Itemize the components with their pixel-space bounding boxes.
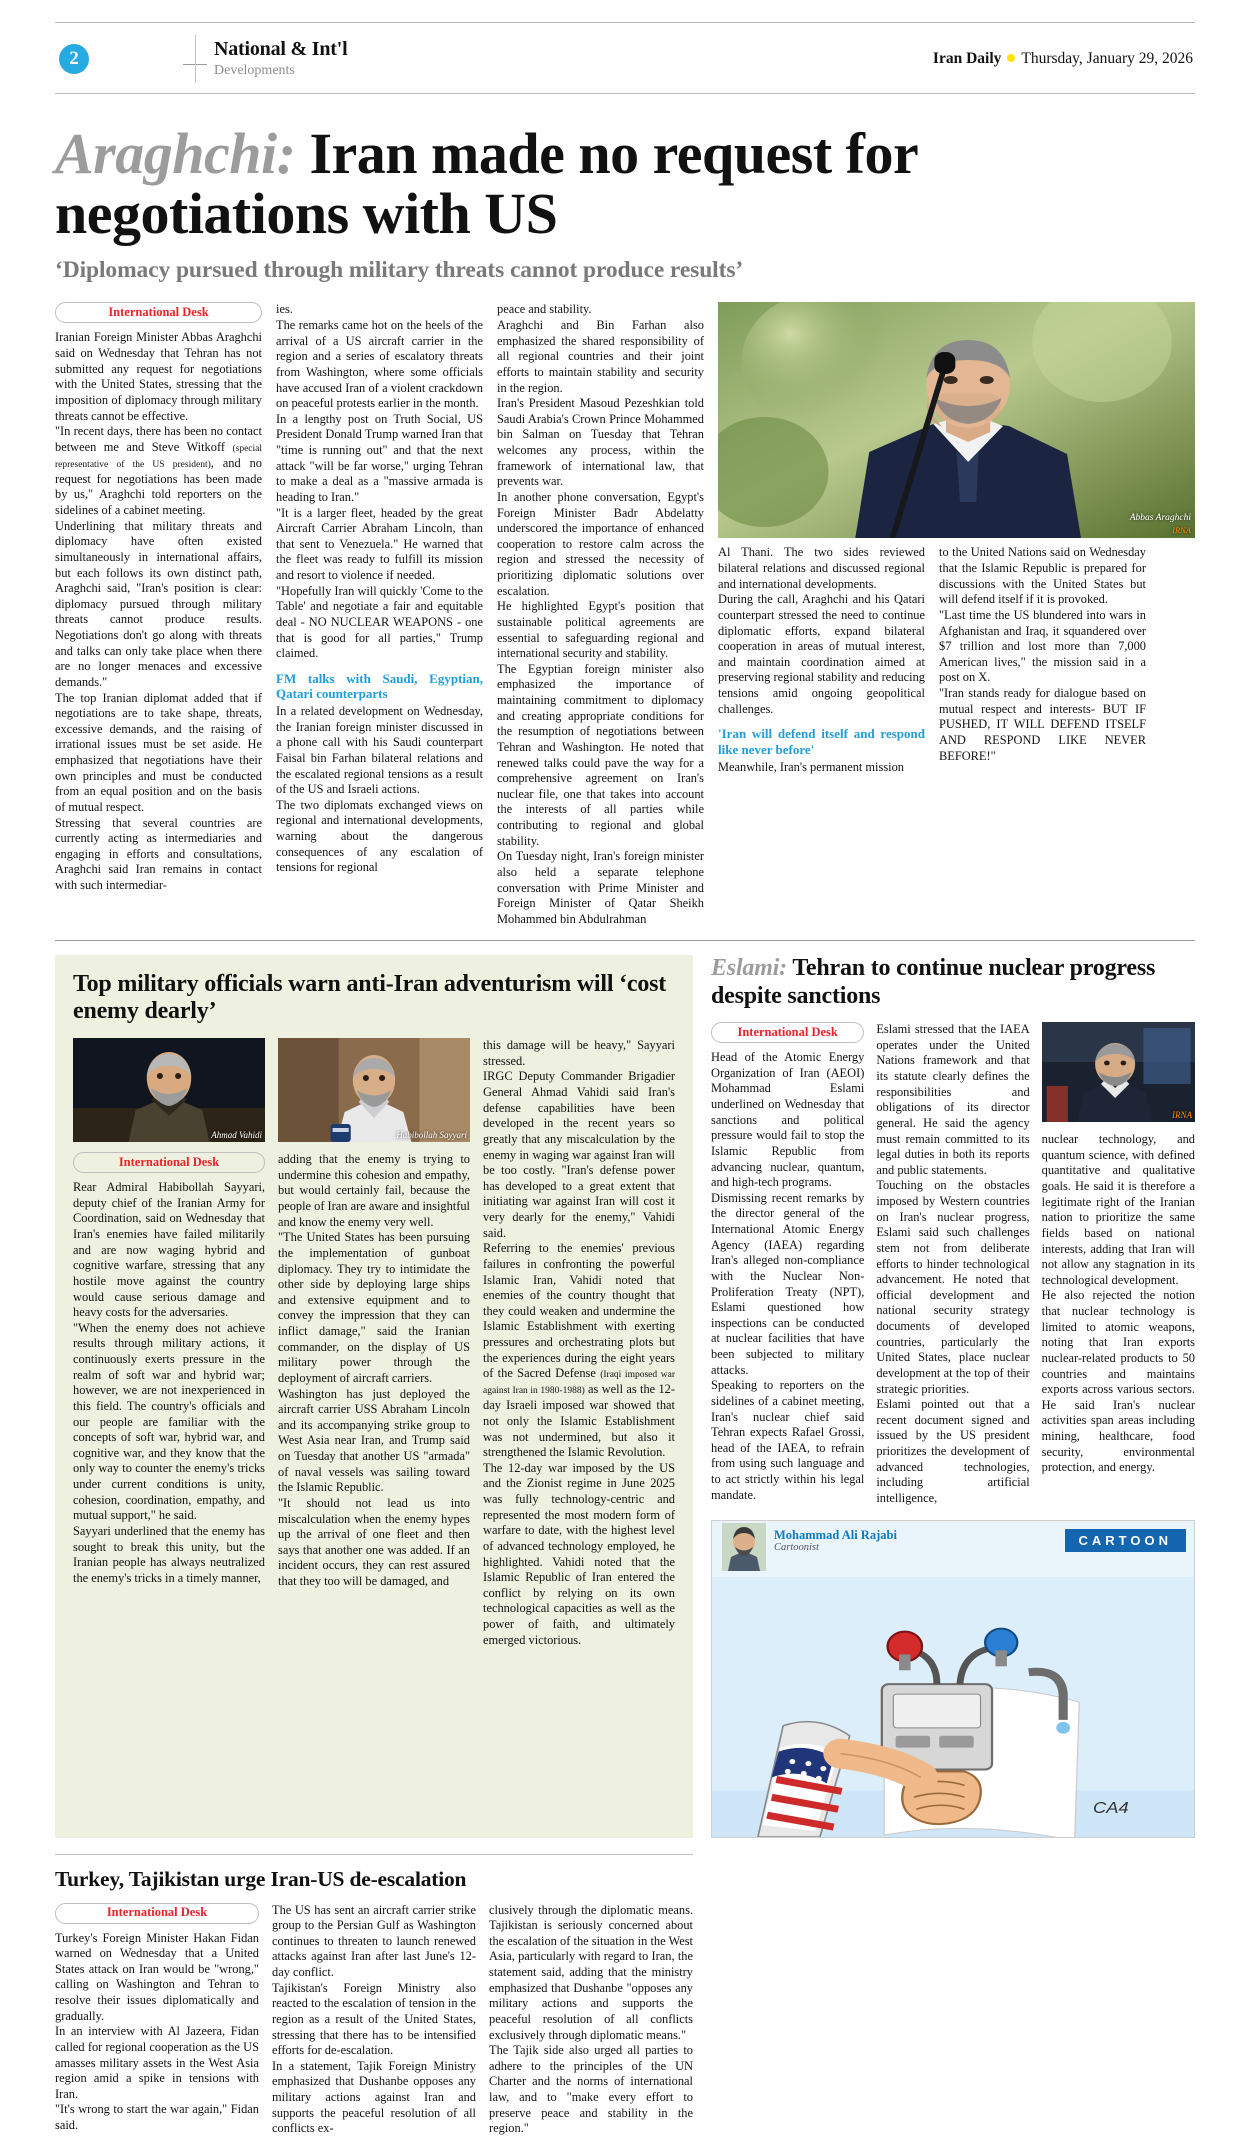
eslami-column-3-wrap [1042,1022,1195,1506]
paragraph: Speaking to reporters on the sidelines of a cabinet meeting, Iran's nuclear chief said Tehran expects Rafael Grossi, head of the IAEA, to refrain from using such language and to act strictly within his legal mandate. [711,1378,865,1502]
paragraph: Head of the Atomic Energy Organization of Iran (AEOI) Mohammad Eslami underlined on Wednesday that sanctions and political pressure would fail to stop the Islamic Republic from advancing nuclear, quantum, and high-tech programs. [711,1050,865,1190]
desk-badge: International Desk [55,302,262,323]
section-subtitle: Developments [214,62,295,78]
eslami-photo-source: IRNA [1171,1110,1192,1121]
paragraph: Sayyari underlined that the enemy has sought to break this unity, but the Iranian people has always neutralized the enemy's tricks in a timely manner, [73,1523,265,1585]
masthead-dateline [933,50,1195,68]
cartoonist-info [774,1528,897,1553]
turkey-columns [55,1903,693,2137]
lead-column-4 [718,545,925,775]
lead-column-1 [55,302,262,927]
lead-subheadline: ‘Diplomacy pursued through military threats cannot produce results’ [55,257,744,284]
eslami-headline-text: Tehran to continue nuclear progress despite sanctions [711,955,1156,1009]
paragraph: "It is a larger fleet, headed by the great Aircraft Carrier Abraham Lincoln, than that sent to Venezuela." He warned that the fleet was ready to fulfill its mission and resort to violence if needed. [276,505,483,583]
turkey-headline: Turkey, Tajikistan urge Iran-US de-escalation [55,1866,467,1891]
military-photo-2-caption: Habibollah Sayyari [396,1130,467,1141]
eslami-kicker: Eslami: [711,955,787,982]
turkey-column-2 [272,1903,476,2137]
cartoon-panel [711,1520,1195,1838]
paragraph: Referring to the enemies' previous failures in confronting the powerful Islamic Iran, Vahidi noted that enemies of the country thought that they could weaken and undermine the Islamic Establishment with exerting pressures and orchestrating plots but the experiences during the eight years of the Sacred Defense (Iraqi imposed war against Iran in 1980-1988) as well as the 12-day Israeli imposed war showed that not only the Islamic Establishment was not undermined, but also it strengthened the Islamic Revolution. [483,1241,676,1460]
paragraph: Touching on the obstacles imposed by Western countries on Iran's nuclear progress, Eslami said such challenges stem not from deliberate efforts to hinder technological advancement. He noted that official development and national security strategy documents of developed countries, particularly the United States, place nuclear development at the top of their strategic priorities. [876,1178,1030,1396]
lead-kicker: Araghchi: [55,121,296,186]
photo-vahidi [73,1038,265,1142]
eslami-column-3 [1042,1132,1195,1476]
lead-photo-caption [1130,513,1191,536]
paragraph: In another phone conversation, Egypt's Foreign Minister Badr Abdelatty underscored the importance of enhanced cooperation to restore calm across the region and stressed the necessity of prioritizing diplomatic solutions over escalation. [497,489,704,598]
brand-name: Iran Daily [932,50,1002,67]
lead-headline-text: Iran made no request for negotiations with US [55,121,918,246]
military-columns [73,1038,675,1648]
turkey-column-3 [489,1903,693,2137]
parenthetical-note: (special representative of the US president) [55,443,262,470]
avatar-image [722,1523,766,1571]
eslami-columns [711,1022,1195,1506]
paragraph: nuclear technology, and quantum science, with defined quantitative and qualitative goals. He said it is therefore a legitimate right of the Iranian nation to prioritize the same fields based on national interests, adding that Iran will not allow any stagnation in its technological development. [1041,1132,1195,1287]
lead-column-2 [276,302,483,927]
paragraph: The top Iranian diplomat added that if negotiations are to take shape, threats, excessive demands, and the raising of irrational issues must be set aside. He emphasized that negotiations have their own principles and must be conducted from an equal position and on the basis of mutual respect. [55,690,262,814]
paragraph: Underlining that military threats and diplomacy have often existed simultaneously in international affairs, but each follows its own distinct path, Araghchi said, "Iran's position is clear: diplomacy pursued through military threats cannot produce results. Negotiations don't go along with threats and talks can only take place when there are no longer menaces and excessive demands." [55,518,262,689]
paragraph: In a lengthy post on Truth Social, US President Donald Trump warned Iran that "time is running out" and that the next attack "will be far worse," urging Tehran to make a deal as a "massive armada is heading to Iran." [276,411,483,504]
cartoonist-role: Cartoonist [774,1541,819,1553]
cartoon-header [712,1521,1194,1559]
paragraph: Iran's President Masoud Pezeshkian told Saudi Arabia's Crown Prince Mohammed bin Salman on Tuesday that Tehran welcomes any process, within the framework of international law, that prevents war. [497,396,704,489]
section-divider-1 [55,940,1195,941]
photo-eslami [1042,1022,1195,1122]
military-photo-1 [73,1038,265,1142]
lead-column-3 [497,302,704,927]
paragraph: Eslami pointed out that a recent document signed and issued by the US president prioritizes the development of advanced technologies, including artificial intelligence, [876,1397,1030,1505]
paragraph: peace and stability. [497,302,592,317]
paragraph: Al Thani. The two sides reviewed bilateral relations and discussed regional and international developments. [718,545,925,591]
turkey-column-1 [55,1903,259,2137]
military-photo-1-wrap [73,1038,265,1648]
paragraph: He also rejected the notion that nuclear technology is limited to atomic weapons, noting that Iran exports nuclear-related products to 50 countries and maintains exports across various sectors. He said Iran's nuclear activities span areas including mining, healthcare, food security, environmental protection, and energy. [1041,1288,1195,1475]
paragraph: The Egyptian foreign minister also emphasized the importance of maintaining commitment to diplomacy and creating appropriate conditions for the resumption of negotiations between Tehran and Washington. He noted that renewed talks could pave the way for a comprehensive agreement on Iran's nuclear file, one that takes into account the interests of all parties while contributing to regional and global stability. [497,661,704,848]
masthead [55,22,1195,94]
cartoon-signature: CA4 [1093,1797,1129,1817]
paragraph: In a related development on Wednesday, the Iranian foreign minister discussed in a phone call with his Saudi counterpart Faisal bin Farhan bilateral relations and the escalated regional tensions as a result of the US and Israeli actions. [276,704,483,797]
paragraph: The Tajik side also urged all parties to adhere to the principles of the UN Charter and the norms of international law, and to "make every effort to preserve peace and stability in the region." [489,2043,693,2136]
lead-subhead-fm-talks: FM talks with Saudi, Egyptian, Qatari counterparts [276,670,483,702]
paragraph: adding that the enemy is trying to undermine this cohesion and empathy, but would certainly fail, because the people of Iran are aware and insightful and know the enemy very well. [278,1152,470,1229]
paragraph: In an interview with Al Jazeera, Fidan called for regional cooperation as the US amasses military assets in the West Asia region amid a spike in tensions with Iran. [55,2024,259,2101]
eslami-photo [1042,1022,1195,1122]
mid-section [55,955,1195,1837]
paragraph: The US has sent an aircraft carrier strike group to the Persian Gulf as Washington continues to threaten to launch renewed attacks against Iran after last June's 12-day conflict. [272,1902,476,1980]
military-photo-2-wrap [278,1038,470,1648]
military-photo-2 [278,1038,470,1142]
paragraph: "In recent days, there has been no contact between me and Steve Witkoff (special representative of the US president), and no request for negotiations has been made by us," Araghchi told reporters on the sidelines of a cabinet meeting. [55,424,262,518]
paragraph: "It's wrong to start the war again," Fidan said. [55,2102,259,2133]
military-column-3 [483,1038,675,1648]
paragraph: He highlighted Egypt's position that sustainable political agreements are essential to safeguarding regional and international security and stability. [497,599,704,661]
paragraph: Eslami stressed that the IAEA operates under the United Nations framework and that its statute clearly defines the responsibilities and obligations of its director general. He said the agency must remain committed to its legal duties in both its reports and public statements. [876,1022,1030,1177]
page-number-badge: 2 [59,44,89,74]
paragraph: Tajikistan's Foreign Ministry also reacted to the escalation of tension in the region as a result of the United States, stressing that there has to be intensified efforts for de-escalation. [272,1980,476,2058]
cartoonist-avatar [722,1523,766,1571]
paragraph: Meanwhile, Iran's permanent mission [718,759,904,774]
turkey-story [55,1854,693,2137]
parenthetical-note: (Iraqi imposed war against Iran in 1980-1988) [483,1370,676,1397]
eslami-story [711,955,1195,1837]
military-column-2 [278,1152,470,1590]
paragraph: "Iran stands ready for dialogue based on mutual respect and interests- BUT IF PUSHED, IT WILL DEFEND ITSELF AND RESPOND LIKE NEVER BEFORE!" [939,686,1146,763]
paragraph: Iranian Foreign Minister Abbas Araghchi said on Wednesday that Tehran has not submitted any request for negotiations with the United States, stressing that the imposition of diplomacy through military threats cannot be effective. [55,330,262,423]
paragraph: "When the enemy does not achieve results through military actions, it continuously exerts pressure in the realm of soft war and hybrid war; however, we are not inexperienced in this field. The country's officials and our people are familiar with the concepts of soft war, hybrid war, and cognitive war, and they know that the only way to counter the enemy's tricks under current conditions is unity, cohesion, coordination, empathy, and mutual support," he said. [73,1320,265,1523]
photo-source: IRNA [1172,524,1191,535]
turkey-desk-badge: International Desk [55,1903,259,1924]
paragraph: "The United States has been pursuing the implementation of gunboat diplomacy. They try to intimidate the other side by deploying large ships and extensive equipment and to convey the impression that they can inflict damage," said the Iranian commander, on the display of US military power through the deployment of aircraft carriers. [278,1230,470,1385]
paragraph: ies. [276,302,293,317]
paragraph: On Tuesday night, Iran's foreign minister also held a separate telephone conversation with Prime Minister and Foreign Minister of Qatar Sheikh Mohammed bin Abdulrahman [497,849,704,926]
masthead-titles [214,38,347,80]
photo-caption-text: Abbas Araghchi [1129,512,1191,523]
paragraph: Dismissing recent remarks by the director general of the International Atomic Energy Agency (IAEA) regarding Iran's alleged non-compliance with the Nuclear Non-Proliferation Treaty (NPT), Eslami questioned how inspections can be conducted at nuclear facilities that have been subjected to military attacks. [711,1190,865,1377]
cartoon-drawing [712,1577,1194,1837]
military-headline: Top military officials warn anti-Iran adventurism will ‘cost enemy dearly’ [73,971,667,1025]
military-column-1 [73,1180,265,1586]
military-desk-badge: International Desk [73,1152,265,1173]
paragraph: this damage will be heavy," Sayyari stressed. [483,1038,675,1068]
masthead-divider [195,35,196,83]
paragraph: The remarks came hot on the heels of the arrival of a US aircraft carrier in the region and a series of escalatory threats from Washington, where some officials have accused Iran of a violent crackdown on peaceful protests earlier in the month. [276,318,483,411]
section-divider-2 [55,1854,693,1855]
cartoon-illustration [712,1577,1194,1837]
photo-araghchi [718,302,1195,538]
section-title: National & Int'l [214,37,348,60]
paragraph: In a statement, Tajik Foreign Ministry emphasized that Dushanbe opposes any military actions against Iran and supports the peaceful resolution of all conflicts ex- [272,2058,476,2136]
lead-story-columns [55,302,1195,927]
cartoon-label: CARTOON [1065,1529,1186,1552]
photo-sayyari [278,1038,470,1142]
paragraph: Turkey's Foreign Minister Hakan Fidan warned on Wednesday that a United States attack on Iran would be "wrong," calling on Washington and Tehran to resolve their issues diplomatically and gradually. [55,1930,259,2023]
paragraph: clusively through the diplomatic means. Tajikistan is seriously concerned about the escalation of the situation in the West Asia, particularly with regard to Iran, the statement said, adding that the ministry emphasized that Dushanbe "opposes any military actions and supports the peaceful resolution of all conflicts exclusively through diplomatic means." [489,1902,693,2042]
lead-photo-and-columns [718,302,1195,927]
lead-headline [55,121,1195,246]
paragraph: The 12-day war imposed by the US and the Zionist regime in June 2025 was fully technology-centric and represented the most modern form of warfare to date, with the highest level of advanced technology employed, he highlighted. Vahidi noted that the Islamic Republic of Iran entered the conflict by relying on its own technological capacities as well as the power of faith, and ultimately emerged victorious. [483,1460,675,1647]
lead-column-5 [939,545,1146,775]
lead-photo [718,302,1195,538]
bullet-dot-icon [1007,54,1015,62]
paragraph: "Hopefully Iran will quickly 'Come to the Table' and negotiate a fair and equitable deal - NO NUCLEAR WEAPONS - one that is good for all parties," Trump claimed. [276,583,483,661]
paragraph: "Last time the US blundered into wars in Afghanistan and Iraq, it squandered over $7 trillion and lost more than 7,000 American lives," the mission said in a post on X. [939,607,1146,685]
masthead-rule [55,93,1195,94]
paragraph: Araghchi and Bin Farhan also emphasized the shared responsibility of all regional countries and their joint efforts to maintain stability and security in the region. [497,318,704,395]
military-photo-1-caption: Ahmad Vahidi [211,1130,262,1141]
newspaper-page [0,22,1250,2136]
paragraph: Rear Admiral Habibollah Sayyari, deputy chief of the Iranian Army for Coordination, said on Wednesday that Iran's enemies have failed militarily and are now waging hybrid and cognitive warfare, stressing that any hostile move against the country would cause serious damage and heavy costs for the adversaries. [73,1180,265,1320]
eslami-column-1 [711,1022,864,1506]
eslami-headline [711,955,1195,1010]
lead-subhead-defend: 'Iran will defend itself and respond like never before' [718,726,925,757]
paragraph: "It should not lead us into miscalculation when the enemy hypes up the arrival of one fleet and then says that another one was added. If an incident occurs, they can rest assured that they too will be damaged, and [278,1495,470,1589]
eslami-desk-badge: International Desk [711,1022,864,1043]
paragraph: During the call, Araghchi and his Qatari counterpart stressed the need to continue diplomatic efforts, expand bilateral cooperation in areas of mutual interest, and maintain coordination aimed at preserving regional stability and reducing tensions amid ongoing geopolitical challenges. [718,592,925,716]
paragraph: Washington has just deployed the aircraft carrier USS Abraham Lincoln and its accompanying strike group to West Asia near Iran, and Trump said on Tuesday that another US "armada" of naval vessels was sailing toward the Islamic Republic. [278,1386,470,1495]
eslami-column-2 [876,1022,1029,1506]
military-story-panel [55,955,693,1837]
paragraph: The two diplomats exchanged views on regional and international developments, warning about the dangerous consequences of any escalation of tensions for regional [276,797,483,875]
paragraph: Stressing that several countries are currently acting as intermediaries and engaging in efforts and consultations, Araghchi said Iran remains in contact with such intermediar- [55,815,262,893]
paragraph: IRGC Deputy Commander Brigadier General Ahmad Vahidi said Iran's defense capabilities have been developed in the recent years so greatly that any miscalculation by the enemy in waging war against Iran will be too costly. "Iran's defense power has developed to a great extent that initiating war against Iran will cost it very dearly for the enemy," Vahidi said. [483,1069,675,1240]
paragraph: to the United Nations said on Wednesday that the Islamic Republic is prepared for discussions with the United States but will defend itself if it is provoked. [939,545,1146,607]
cartoonist-name: Mohammad Ali Rajabi [774,1527,897,1542]
publication-date: Thursday, January 29, 2026 [1021,50,1193,67]
